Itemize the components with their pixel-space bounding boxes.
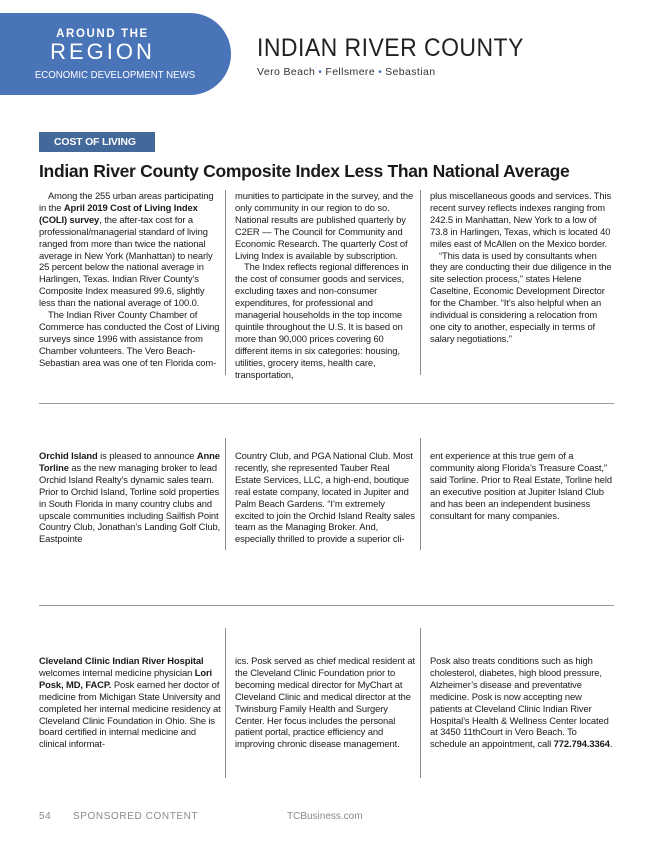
city-name: Vero Beach bbox=[257, 66, 316, 78]
paragraph: “This data is used by consultants when they are conducting their due diligence in the site selection process,” states Helene Caseltine, Economic Development Director for the Chamber. “It’s also helpful when an individual is considering a relocation from one city to another, especially in terms of salary negotiations.” bbox=[430, 249, 612, 344]
footer-label: SPONSORED CONTENT bbox=[73, 811, 199, 822]
survey-name: April 2019 Cost of Living Index (COLI) survey bbox=[39, 201, 198, 225]
paragraph: plus miscellaneous goods and services. This recent survey reflects indexes ranging from 242.5 in Manhattan, New York to a low of 73.8 in Harlingen, Texas, which is located 40 miles east of McAllen on the Mexico border. bbox=[430, 190, 612, 249]
masthead-badge bbox=[0, 13, 231, 95]
city-name: Fellsmere bbox=[325, 66, 376, 78]
article-column bbox=[225, 628, 420, 778]
article-column bbox=[39, 190, 225, 375]
masthead-region: REGION bbox=[50, 39, 155, 64]
city-list bbox=[257, 66, 435, 78]
paragraph: The Index reflects regional differences in the cost of consumer goods and services, excluding taxes and non-consumer expenditures, for professional and managerial households in the top income quintile throughout the U.S. It is based on more than 90,000 prices covering 60 different items in six categories: housing, utilities, grocery items, health care, transportation, bbox=[235, 261, 409, 380]
article-column bbox=[225, 190, 420, 380]
section-divider bbox=[39, 605, 614, 606]
footer-website: TCBusiness.com bbox=[287, 811, 363, 822]
article-orchid-island bbox=[39, 450, 614, 550]
article-column bbox=[39, 450, 225, 550]
person-name: Lori Posk, MD, FACP. bbox=[39, 666, 213, 690]
section-divider bbox=[39, 403, 614, 404]
paragraph: Cleveland Clinic Indian River Hospital welcomes internal medicine physician Lori Posk, MD, FACP. Posk earned her doctor of medicine from Michigan State University and completed her internal medicine residency at Cleveland Clinic Foundation in Ohio. She is board certified in internal medicine and clinical informat- bbox=[39, 655, 221, 750]
article-cost-of-living bbox=[39, 190, 614, 380]
article-column bbox=[420, 190, 614, 375]
article-column bbox=[225, 438, 420, 550]
phone-number: 772.794.3364 bbox=[553, 738, 610, 750]
county-title: INDIAN RIVER COUNTY bbox=[257, 34, 524, 62]
article-column bbox=[420, 438, 614, 550]
paragraph: Orchid Island is pleased to announce Anne Torline as the new managing broker to lead Orchid Island Realty’s dynamic sales team. Prior to Orchid Island, Torline sold properties in South Florida in many country clubs and upscale communities including Sailfish Point Country Club, Jonathan’s Landing Golf Club, Eastpointe bbox=[39, 450, 221, 545]
article-cleveland-clinic bbox=[39, 655, 614, 778]
page-number: 54 bbox=[39, 811, 52, 822]
article-column bbox=[420, 628, 614, 778]
company-name: Orchid Island bbox=[39, 450, 98, 461]
bullet-icon: • bbox=[378, 66, 383, 78]
paragraph: munities to participate in the survey, and the only community in our region to do so. National results are published quarterly by C2ER — The Council for Community and Economic Research. The quarterly Cost of Living Index is available by subscription. bbox=[235, 190, 414, 261]
paragraph: Country Club, and PGA National Club. Most recently, she represented Tauber Real Estate Services, LLC, a high-end, boutique real estate company, located in Jupiter and Palm Beach Gardens. “I’m extremely excited to join the Orchid Island Realty sales team as the Managing Broker. And, especially thrilled to provide a superior cli- bbox=[235, 450, 415, 545]
company-name: Cleveland Clinic Indian River Hospital bbox=[39, 655, 204, 666]
person-name: Anne Torline bbox=[39, 450, 220, 473]
paragraph: The Indian River County Chamber of Commerce has conducted the Cost of Living surveys since 1996 with assistance from Chamber volunteers. The Vero Beach-Sebastian area was one of ten Florida com- bbox=[39, 309, 220, 368]
paragraph: ics. Posk served as chief medical resident at the Cleveland Clinic Foundation prior to becoming medical director for MyChart at Cleveland Clinic and medical director at the Twinsburg Family Health and Surgery Center. Her focus includes the personal patient portal, practice efficiency and improving chronic disease management. bbox=[235, 655, 415, 750]
paragraph: Posk also treats conditions such as high cholesterol, diabetes, high blood pressure, Alzheimer’s disease and preventative medicine. Posk is now accepting new patients at Cleveland Clinic Indian River Hospital’s Health & Wellness Center located at 3450 11thCourt in Vero Beach. To schedule an appointment, call 772.794.3364. bbox=[430, 655, 613, 750]
city-name: Sebastian bbox=[385, 66, 436, 78]
section-tag: COST OF LIVING bbox=[39, 132, 155, 152]
masthead-subtitle: ECONOMIC DEVELOPMENT NEWS bbox=[34, 69, 196, 81]
article-column bbox=[39, 655, 225, 778]
bullet-icon: • bbox=[318, 66, 323, 78]
paragraph: ent experience at this true gem of a community along Florida’s Treasure Coast,” said Torline. Prior to Real Estate, Torline held an executive position at Jupiter Island Club and has been an independent business consultant for many companies. bbox=[430, 450, 612, 521]
article-headline: Indian River County Composite Index Less Than National Average bbox=[39, 161, 570, 181]
masthead-kicker: AROUND THE bbox=[56, 28, 149, 40]
paragraph: Among the 255 urban areas participating in the April 2019 Cost of Living Index (COLI) survey, the after-tax cost for a professional/managerial standard of living ranged from more than twice the national average in New York (Manhattan) to nearly 25 percent below the national average in Harlingen, Texas. Indian River County’s Composite Index measured 99.6, slightly less than the national average of 100.0. bbox=[39, 190, 214, 309]
